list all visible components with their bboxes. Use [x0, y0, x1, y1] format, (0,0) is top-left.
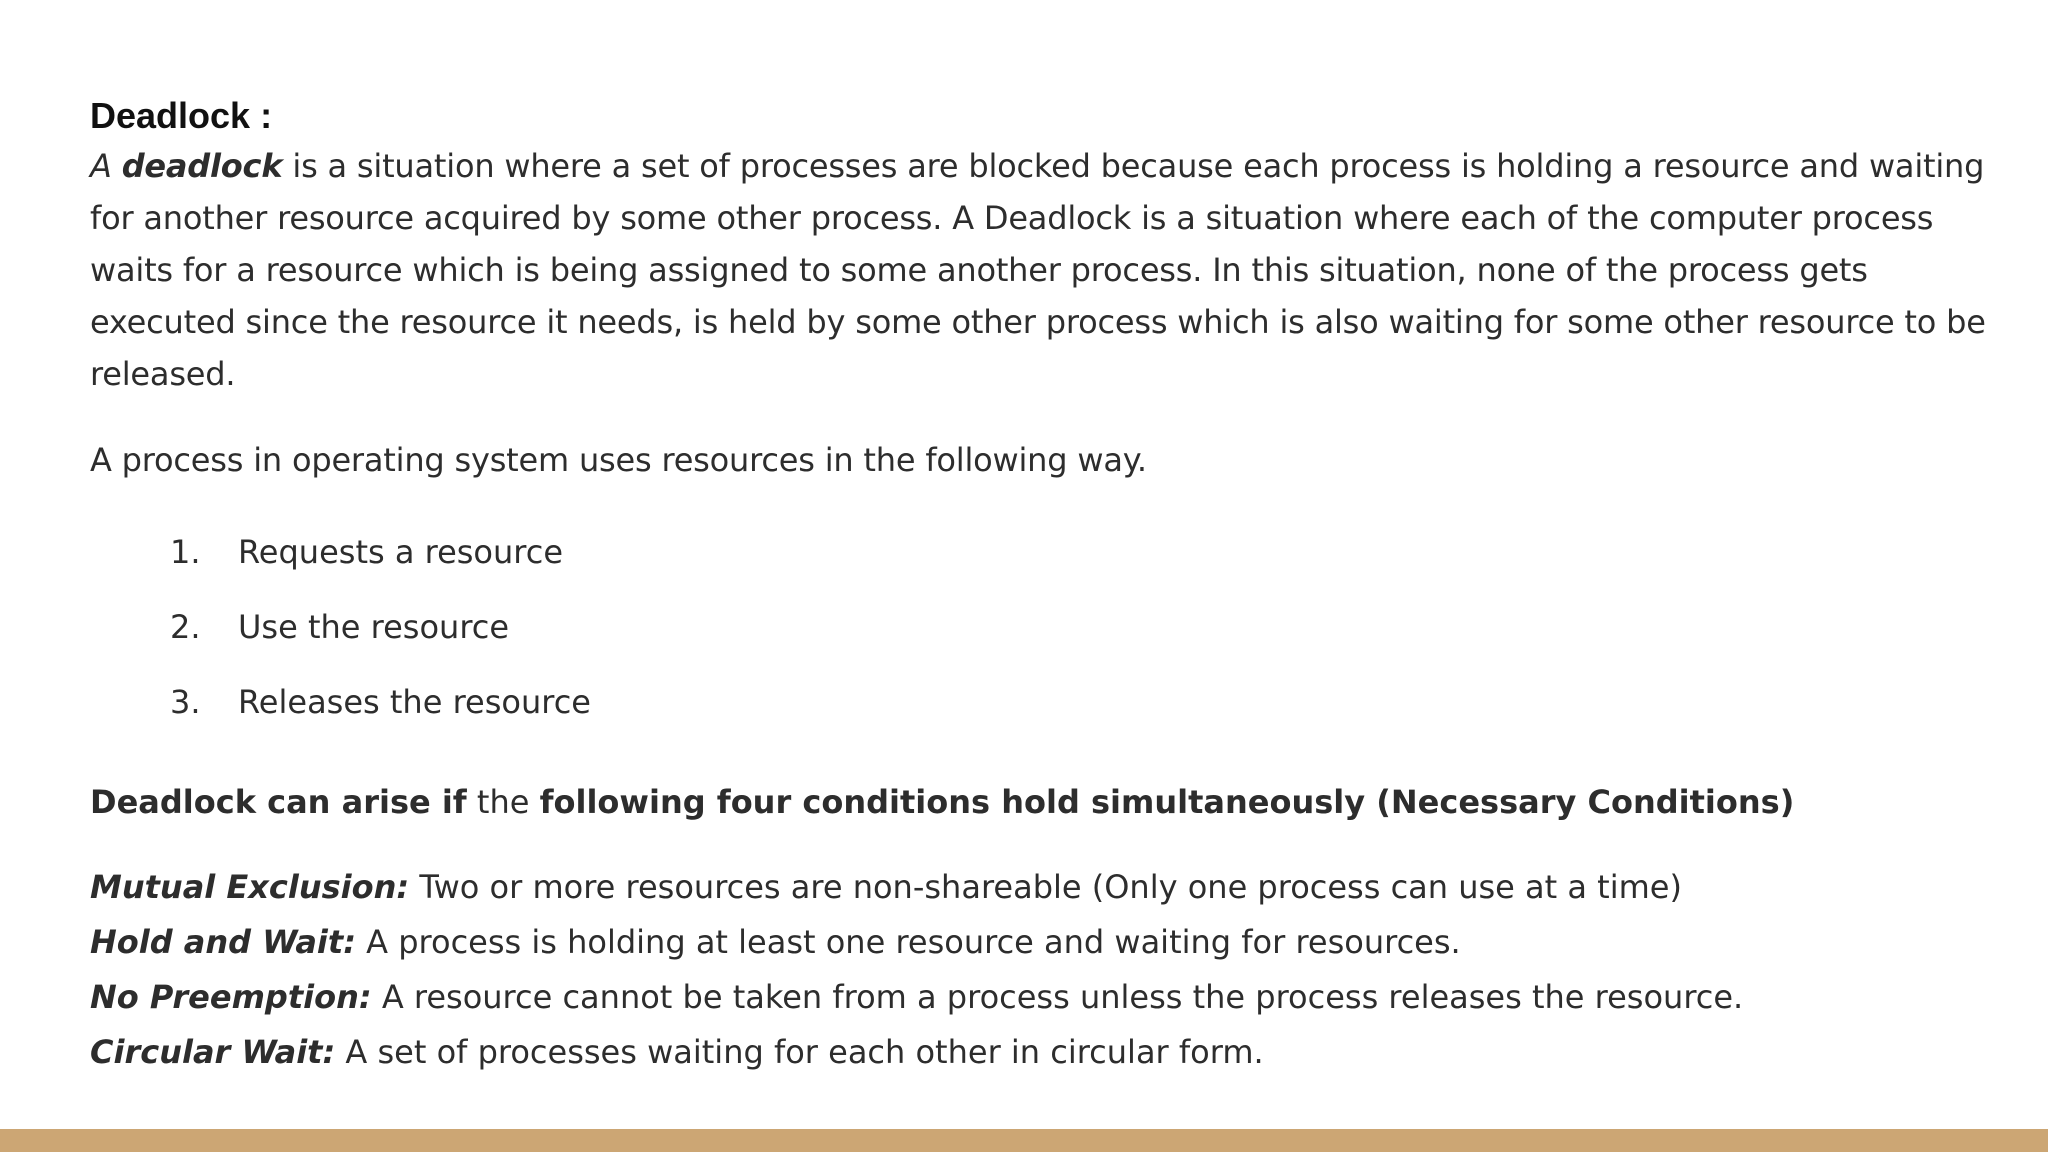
list-item-number: 2.: [170, 608, 201, 646]
conditions-heading-part1: Deadlock can arise if: [90, 783, 467, 821]
intro-text: is a situation where a set of processes are blocked because each process is holding a resource and waiting for another resource acquired by some other process. A Deadlock is a situation where each of the computer process waits for a resource which is being assigned to some another process. In this situation, none of the process gets executed since the resource it needs, is held by some other process which is also waiting for some other resource to be released.: [90, 147, 1986, 393]
list-item: [170, 601, 1990, 653]
condition-item: [90, 915, 1990, 970]
condition-name: Circular Wait:: [90, 1033, 336, 1071]
slide-title: Deadlock :: [90, 95, 273, 136]
list-item-number: 3.: [170, 683, 201, 721]
condition-name: No Preemption:: [90, 978, 372, 1016]
condition-item: [90, 970, 1990, 1025]
list-item-label: Requests a resource: [238, 533, 564, 571]
intro-term: deadlock: [121, 147, 283, 185]
condition-name: Mutual Exclusion:: [90, 868, 410, 906]
condition-name: Hold and Wait:: [90, 923, 356, 961]
slide-content: [90, 92, 1990, 1080]
list-item-number: 1.: [170, 533, 201, 571]
list-item-label: Use the resource: [238, 608, 510, 646]
usage-paragraph: A process in operating system uses resources in the following way.: [90, 441, 1147, 479]
condition-desc: A process is holding at least one resource and waiting for resources.: [366, 923, 1461, 961]
list-item: [170, 676, 1990, 728]
footer-accent-bar: [0, 1129, 2048, 1152]
intro-prefix: A: [90, 147, 112, 185]
list-item-label: Releases the resource: [238, 683, 591, 721]
conditions-heading-part2: the: [476, 783, 530, 821]
condition-desc: A resource cannot be taken from a process unless the process releases the resource.: [381, 978, 1744, 1016]
condition-item: [90, 860, 1990, 915]
steps-list: [90, 526, 1990, 728]
conditions-heading-part3: following four conditions hold simultaneously (Necessary Conditions): [539, 783, 1795, 821]
conditions-heading: [90, 776, 1990, 828]
condition-desc: Two or more resources are non-shareable (Only one process can use at a time): [419, 868, 1682, 906]
condition-item: [90, 1025, 1990, 1080]
intro-paragraph: [90, 140, 1990, 400]
list-item: [170, 526, 1990, 578]
conditions-list: [90, 860, 1990, 1080]
condition-desc: A set of processes waiting for each other in circular form.: [345, 1033, 1264, 1071]
